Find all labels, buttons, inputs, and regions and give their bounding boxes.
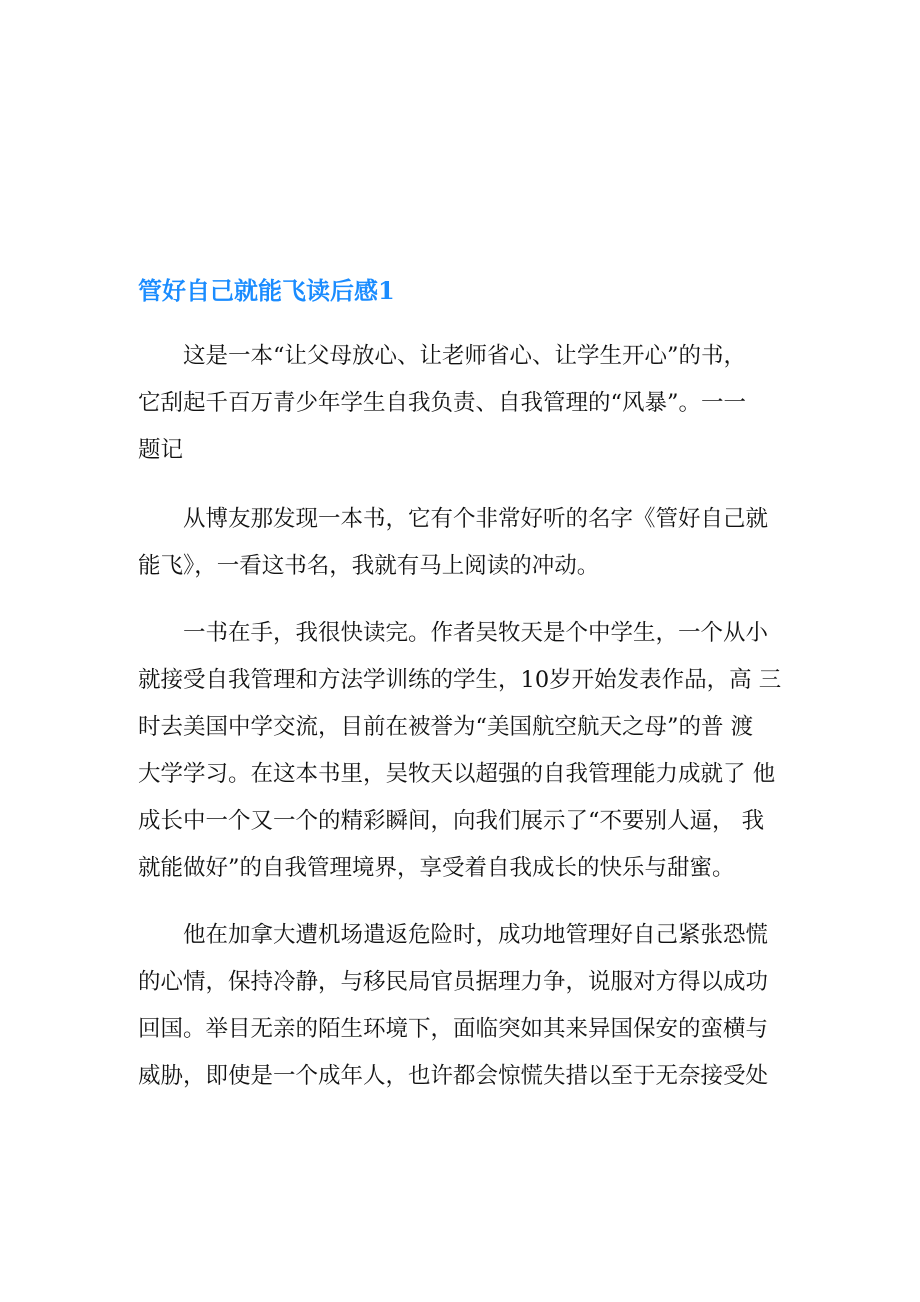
- body-line: 的心情，保持冷静，与移民局官员据理力争，说服对方得以成功: [138, 969, 769, 995]
- document-title: 管好自己就能飞读后感1: [138, 276, 395, 305]
- body-line: 能飞》，一看这书名，我就有马上阅读的冲动。: [138, 553, 600, 579]
- body-line: 回国。举目无亲的陌生环境下，面临突如其来异国保安的蛮横与: [138, 1016, 769, 1042]
- body-line: 它刮起千百万青少年学生自我负责、自我管理的“风暴”。一一: [138, 390, 747, 416]
- body-line: 题记: [138, 437, 184, 463]
- body-line: 成长中一个又一个的精彩瞬间，向我们展示了“不要别人逼， 我: [138, 808, 765, 834]
- body-line: 威胁，即使是一个成年人，也许都会惊慌失措以至于无奈接受处: [138, 1063, 769, 1089]
- body-line: 从博友那发现一本书，它有个非常好听的名字《管好自己就: [138, 506, 769, 532]
- body-line: 就接受自我管理和方法学训练的学生，10岁开始发表作品，高 三: [138, 667, 782, 693]
- body-line: 大学学习。在这本书里，吴牧天以超强的自我管理能力成就了 他: [138, 761, 776, 787]
- body-line: 就能做好”的自我管理境界，享受着自我成长的快乐与甜蜜。: [138, 855, 735, 881]
- body-line: 一书在手，我很快读完。作者吴牧天是个中学生，一个从小: [138, 620, 769, 646]
- body-line: 这是一本“让父母放心、让老师省心、让学生开心”的书，: [138, 343, 747, 369]
- body-line: 时去美国中学交流，目前在被誉为“美国航空航天之母”的普 渡: [138, 714, 754, 740]
- body-line: 他在加拿大遭机场遣返危险时，成功地管理好自己紧张恐慌: [138, 922, 769, 948]
